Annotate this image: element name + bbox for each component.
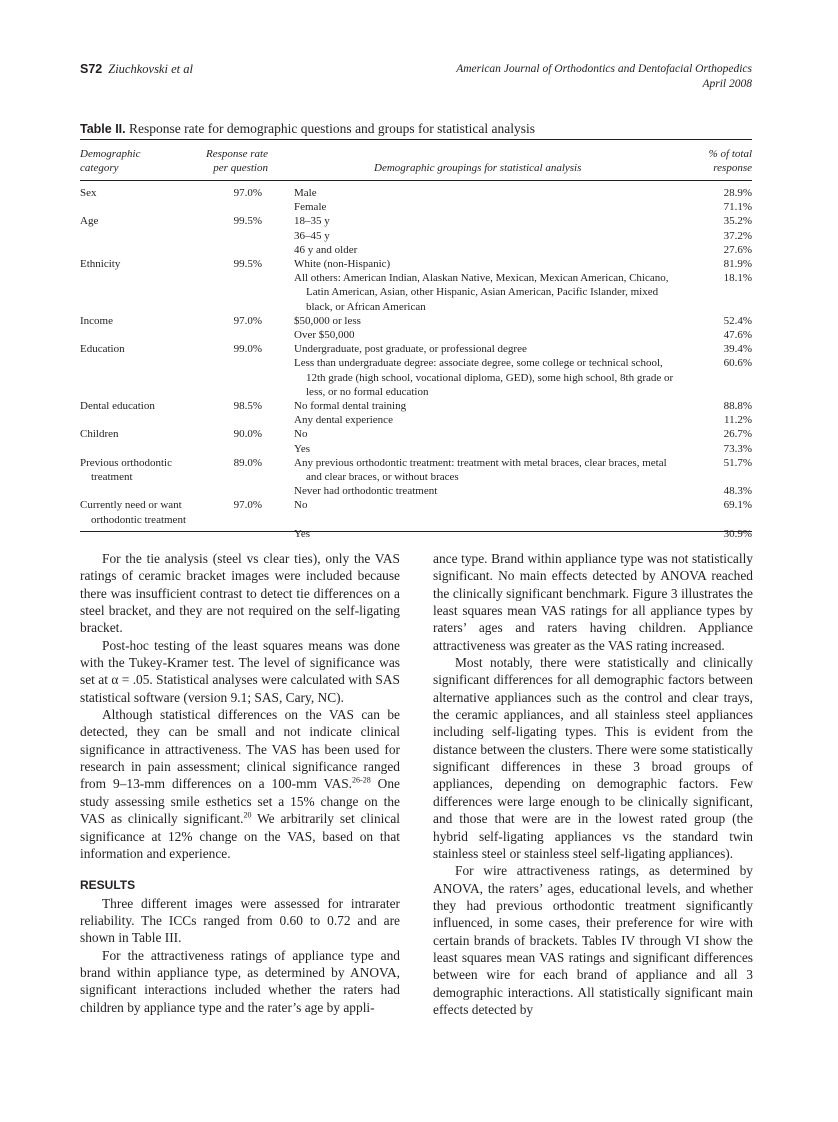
cell-percent: 52.4% <box>723 314 752 327</box>
paragraph: For the attractiveness ratings of appliance type and brand within appliance type, as determined by ANOVA, significant interactions included whether the raters had children by appliance type and the rater’s age by appli- <box>80 947 400 1015</box>
running-header-left <box>80 62 193 77</box>
cell-category: Children <box>80 428 119 441</box>
table-row <box>80 257 752 271</box>
cell-category <box>80 442 200 456</box>
cell-percent: 47.6% <box>723 329 752 342</box>
cell-category: Currently need or want orthodontic treatment <box>80 499 186 526</box>
header-groupings: Demographic groupings for statistical analysis <box>374 162 582 174</box>
issue-date: April 2008 <box>702 78 752 90</box>
text: One study assessing smile esthetics set a 15% change on the VAS as clinically significant. <box>80 776 400 827</box>
table-row <box>80 214 752 228</box>
cell-category <box>80 328 200 342</box>
cell-grouping: Less than undergraduate degree: associate degree, some college or technical school, 12th grade (high school, vocational diploma, GED), some high school, 8th grade or less, or no formal education <box>294 357 674 398</box>
cell-grouping: 36–45 y <box>294 229 330 242</box>
cell-percent: 48.3% <box>723 485 752 498</box>
paragraph: ance type. Brand within appliance type was not statistically significant. No main effects detected by ANOVA reached the clinically significant benchmark. Figure 3 illustrates the least squares mean VAS ratings for all appliance types by raters’ ages and raters having children. Appliance attractiveness was greater as the VAS rating increased. <box>433 551 753 653</box>
table-row <box>80 442 752 456</box>
table-row <box>80 342 752 356</box>
cell-grouping: No <box>294 428 308 441</box>
table-row <box>80 200 752 214</box>
cell-grouping: Male <box>294 187 317 199</box>
text: We arbitrarily set clinical significance at 12% change on the VAS, based on that information and experience. <box>80 811 400 861</box>
cell-percent: 37.2% <box>723 229 752 242</box>
cell-category <box>80 243 200 257</box>
cell-percent: 88.8% <box>723 400 752 413</box>
cell-grouping: Over $50,000 <box>294 329 355 342</box>
table-row <box>80 356 752 399</box>
table-row <box>80 484 752 498</box>
authors: Ziuchkovski et al <box>108 62 193 76</box>
cell-category: Age <box>80 215 99 228</box>
table-top-rule <box>80 139 752 140</box>
cell-category: Ethnicity <box>80 258 121 271</box>
cell-rate: 97.0% <box>233 187 262 199</box>
cell-grouping: Any dental experience <box>294 414 393 427</box>
cell-category: Education <box>80 343 125 356</box>
journal-name: American Journal of Orthodontics and Dentofacial Orthopedics <box>456 63 752 75</box>
cell-rate <box>200 243 262 257</box>
cell-rate <box>200 229 262 243</box>
cell-grouping: Yes <box>294 442 311 455</box>
paragraph <box>80 706 400 862</box>
header-category: Demographic category <box>80 148 141 174</box>
cell-category <box>80 527 200 541</box>
cell-rate: 99.0% <box>233 343 262 356</box>
cell-grouping: 46 y and older <box>294 243 358 256</box>
table-row <box>80 527 752 541</box>
table-body <box>80 186 752 541</box>
cell-percent: 27.6% <box>723 243 752 256</box>
cell-category <box>80 413 200 427</box>
cell-grouping: Any previous orthodontic treatment: treatment with metal braces, clear braces, metal and clear braces, or without braces <box>294 456 667 484</box>
cell-rate: 89.0% <box>233 456 262 469</box>
cell-grouping: Undergraduate, post graduate, or professional degree <box>294 343 527 356</box>
cell-grouping: No formal dental training <box>294 400 407 413</box>
table-row <box>80 498 752 526</box>
cell-percent: 35.2% <box>723 215 752 228</box>
cell-percent: 26.7% <box>723 428 752 441</box>
cell-category <box>80 229 200 243</box>
cell-grouping: All others: American Indian, Alaskan Native, Mexican, Mexican American, Chicano, Latin American, Asian, other Hispanic, Asian American, Pacific Islander, mixed black, or African American <box>294 272 669 313</box>
table-row <box>80 271 752 314</box>
cell-percent: 81.9% <box>723 258 752 271</box>
citation: 26-28 <box>352 776 371 785</box>
cell-rate <box>200 442 262 456</box>
cell-rate <box>200 356 262 399</box>
cell-rate <box>200 527 262 541</box>
left-column <box>80 550 400 1016</box>
cell-rate: 98.5% <box>233 400 262 413</box>
cell-rate <box>200 200 262 214</box>
paragraph: Post-hoc testing of the least squares means was done with the Tukey-Kramer test. The level of significance was set at α = .05. Statistical analyses were calculated with SAS statistical software (version 9.1; SAS, Cary, NC). <box>80 637 400 705</box>
table-row <box>80 229 752 243</box>
table-label: Table II. <box>80 122 126 136</box>
header-rate: Response rate per question <box>205 148 268 174</box>
cell-category <box>80 200 200 214</box>
cell-rate: 99.5% <box>233 215 262 228</box>
cell-rate: 99.5% <box>233 258 262 271</box>
cell-grouping: 18–35 y <box>294 215 330 228</box>
citation: 20 <box>243 810 252 820</box>
cell-rate <box>200 484 262 498</box>
header-percent: % of total response <box>708 148 752 174</box>
cell-percent: 69.1% <box>723 499 752 512</box>
cell-percent: 28.9% <box>723 187 752 199</box>
paragraph: For the tie analysis (steel vs clear ties), only the VAS ratings of ceramic bracket images were included because there was insufficient contrast to detect tie differences on a steel bracket, and they are not required on the self-ligating bracket. <box>80 551 400 636</box>
table-header-rule <box>80 180 752 181</box>
cell-percent: 60.6% <box>723 357 752 370</box>
paragraph: For wire attractiveness ratings, as determined by ANOVA, the raters’ ages, educational levels, and whether they had previous orthodontic treatment significantly influenced, in some cases, their preference for wire with certain brands of brackets. Tables IV through VI show the least squares mean VAS ratings and significant differences between wire for each brand of appliance and all 3 demographic interactions. All statistically significant main effects detected by <box>433 863 753 1017</box>
table-row <box>80 399 752 413</box>
cell-grouping: $50,000 or less <box>294 314 361 327</box>
cell-grouping: Female <box>294 201 327 214</box>
cell-grouping: No <box>294 499 308 512</box>
cell-category <box>80 484 200 498</box>
cell-category: Dental education <box>80 400 155 413</box>
table-row <box>80 243 752 257</box>
cell-grouping: Never had orthodontic treatment <box>294 485 438 498</box>
cell-category <box>80 271 200 314</box>
table-row <box>80 427 752 441</box>
paragraph: Three different images were assessed for intrarater reliability. The ICCs ranged from 0.60 to 0.72 and are shown in Table III. <box>80 895 400 946</box>
cell-percent: 18.1% <box>723 272 752 285</box>
cell-rate: 97.0% <box>233 314 262 327</box>
running-header-right <box>456 62 752 92</box>
cell-category: Previous orthodontic treatment <box>80 456 172 484</box>
paragraph: Most notably, there were statistically and clinically significant differences for all demographic factors between alternative appliances such as the control and clear trays, the ceramic appliances, and all stainless steel appliances including self-ligating types. This is evident from the distance between the clusters. There were some statistically significant differences in these 3 broad groups of appliances, depending on demographic factors. Few differences were large enough to be clinically significant, and those that were are in the lowest rated group (the hybrid self-ligating appliances vs the standard twin stainless steel or stainless steel self-ligating appliances). <box>433 655 753 861</box>
cell-rate <box>200 328 262 342</box>
cell-percent: 39.4% <box>723 343 752 356</box>
table-caption-text: Response rate for demographic questions and groups for statistical analysis <box>125 121 536 136</box>
table-row <box>80 456 752 484</box>
cell-rate: 97.0% <box>233 499 262 512</box>
cell-rate: 90.0% <box>233 428 262 441</box>
table-row <box>80 413 752 427</box>
cell-percent: 71.1% <box>723 201 752 214</box>
cell-percent: 11.2% <box>723 414 752 427</box>
cell-percent: 73.3% <box>723 442 752 455</box>
table-row <box>80 186 752 200</box>
cell-grouping: White (non-Hispanic) <box>294 258 391 271</box>
cell-percent: 51.7% <box>723 456 752 469</box>
section-heading-results: RESULTS <box>80 878 136 893</box>
cell-category: Income <box>80 314 113 327</box>
table-caption <box>80 121 535 137</box>
cell-grouping: Yes <box>294 527 311 540</box>
cell-category: Sex <box>80 187 97 199</box>
cell-rate <box>200 413 262 427</box>
cell-rate <box>200 271 262 314</box>
table-row <box>80 314 752 328</box>
page-number: S72 <box>80 62 103 76</box>
text: Although statistical differences on the VAS can be detected, they can be small and not indicate clinical significance in attractiveness. The VAS has been used for research in pain assessment; clinical significance ranged from 9–13-mm differences on a 100-mm VAS. <box>80 707 400 792</box>
cell-percent: 30.9% <box>723 527 752 540</box>
table-bottom-rule <box>80 531 752 532</box>
cell-category <box>80 356 200 399</box>
right-column <box>433 550 753 1018</box>
table-row <box>80 328 752 342</box>
